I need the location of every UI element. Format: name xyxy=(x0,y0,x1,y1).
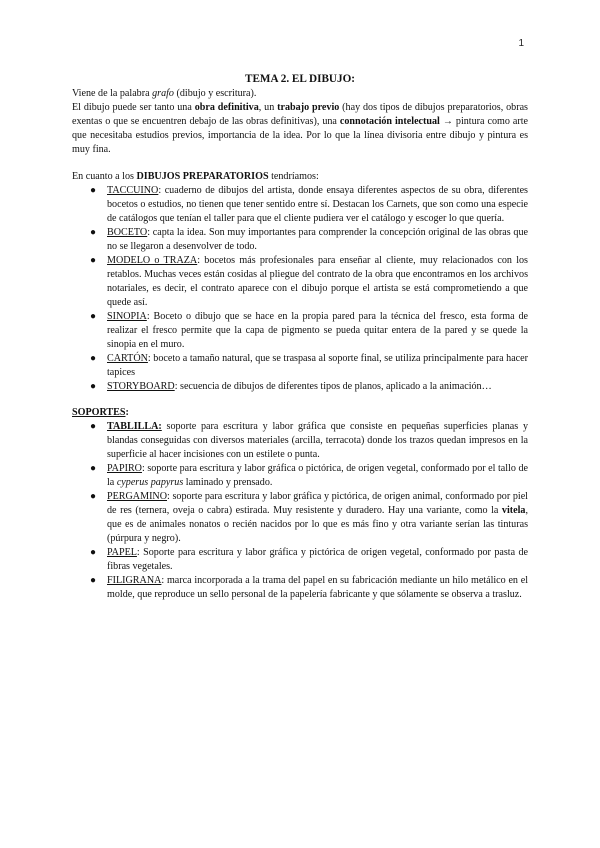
bullet-icon: ● xyxy=(90,491,97,502)
list-item: ● TABLILLA: soporte para escritura y labor gráfica que consiste en pequeñas superficies planas y blandas conseguidas con diversos materiales (arcilla, terracota) donde los trazos quedan impresos en la superficie al hacer incisiones con un estilete o punta. xyxy=(90,421,528,460)
arrow-icon: → xyxy=(439,116,456,127)
intro-line: Viene de la palabra grafo (dibujo y escritura). xyxy=(72,88,257,99)
bullet-icon: ● xyxy=(90,185,97,196)
bullet-icon: ● xyxy=(90,463,97,474)
intro-paragraph: El dibujo puede ser tanto una obra definitiva, un trabajo previo (hay dos tipos de dibujos preparatorios, obras exentas o que se encuentren debajo de las obras definitivas), una connotación intelectual → pintura como arte que necesitaba estudios previos, importancia de la idea. Por lo que la línea divisoria entre dibujo y pintura es muy fina. xyxy=(72,102,528,155)
soportes-list xyxy=(72,420,528,602)
list-item: ● CARTÓN: boceto a tamaño natural, que se traspasa al soporte final, se utiliza principalmente para hacer tapices xyxy=(90,353,528,378)
page-number: 1 xyxy=(518,38,524,49)
bullet-icon: ● xyxy=(90,575,97,586)
list-item: ● PERGAMINO: soporte para escritura y labor gráfica y pictórica, de origen animal, conformado por piel de res (ternera, oveja o cabra) estirada. Muy resistente y duradero. Hay una variante, como la vitela, que es de animales nonatos o recién nacidos por lo que es más fino y otra variante serían las tinturas (púrpura y negro). xyxy=(90,491,528,544)
bullet-icon: ● xyxy=(90,311,97,322)
soportes-heading: SOPORTES: xyxy=(72,407,129,418)
list-item: ● PAPEL: Soporte para escritura y labor gráfica y pictórica de origen vegetal, conformado por pasta de fibras vegetales. xyxy=(90,547,528,572)
list-item: ● FILIGRANA: marca incorporada a la trama del papel en su fabricación mediante un hilo metálico en el molde, que reproduce un sello personal de la papelería fabricante y que sólamente se observa a trasluz. xyxy=(90,575,528,600)
preparatorios-lead: En cuanto a los DIBUJOS PREPARATORIOS tendríamos: xyxy=(72,171,319,182)
list-item: ● STORYBOARD: secuencia de dibujos de diferentes tipos de planos, aplicado a la animación… xyxy=(90,381,492,392)
bullet-icon: ● xyxy=(90,227,97,238)
list-item: ● BOCETO: capta la idea. Son muy importantes para comprender la concepción original de las obras que no se llegaron a desenvolver de todo. xyxy=(90,227,528,252)
bullet-icon: ● xyxy=(90,353,97,364)
list-item: ● TACCUINO: cuaderno de dibujos del artista, donde ensaya diferentes aspectos de su obra, diferentes bocetos o estudios, no tienen que tener sentido entre sí. Destacan los Carnets, que son como una especie de catálogos que tenían el taller para que el cliente pudiera ver el catálogo y escoger lo que quería. xyxy=(90,185,528,224)
bullet-icon: ● xyxy=(90,381,97,392)
list-item: ● SINOPIA: Boceto o dibujo que se hace en la propia pared para la técnica del fresco, esta forma de realizar el fresco permite que la capa de pigmento se pueda quitar entera de la pared y se quede la sinopia en el muro. xyxy=(90,311,528,350)
list-item: ● PAPIRO: soporte para escritura y labor gráfica o pictórica, de origen vegetal, conformado por el tallo de la cyperus papyrus laminado y prensado. xyxy=(90,463,528,488)
preparatorios-list xyxy=(72,184,528,394)
bullet-icon: ● xyxy=(90,255,97,266)
page-title: TEMA 2. EL DIBUJO: xyxy=(244,73,356,85)
document-body xyxy=(72,72,528,602)
bullet-icon: ● xyxy=(90,547,97,558)
list-item: ● MODELO o TRAZA: bocetos más profesionales para enseñar al cliente, muy relacionados con los retablos. Muchas veces están cosidas al pliegue del contrato de la obra que encontramos en los archivos notariales, es decir, el contrato aparece con el dibujo porque el artista se está comprometiendo a que quede así. xyxy=(90,255,528,308)
bullet-icon: ● xyxy=(90,421,97,432)
